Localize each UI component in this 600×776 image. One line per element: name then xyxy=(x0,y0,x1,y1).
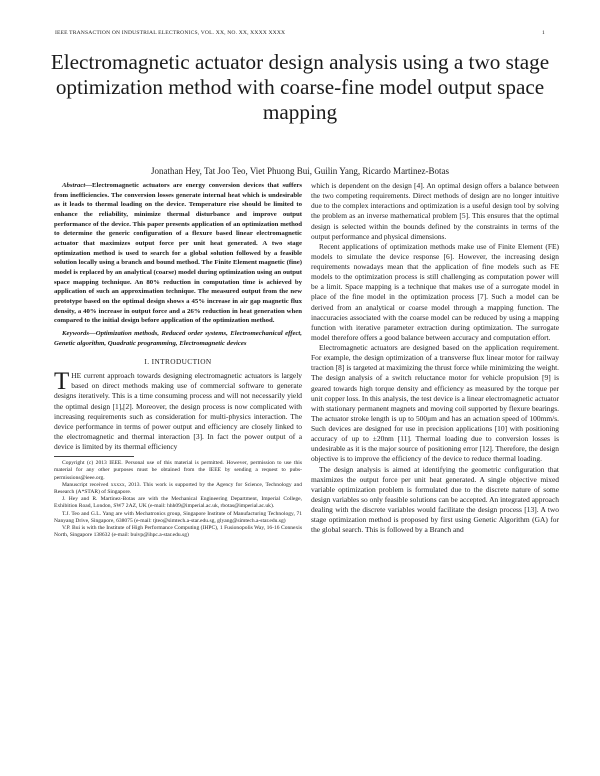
drop-cap: T xyxy=(54,368,70,396)
paper-title: Electromagnetic actuator design analysis using a two stage optimization method with coarse-fine model output space mapping xyxy=(50,50,550,124)
paragraph-design-analysis: The design analysis is aimed at identifying the geometric configuration that maximizes the output force per unit heat generated. A single objective mixed variable optimization problem is formulated due to the discrete nature of some design variables so only feasible solutions can be accepted. An integrated approach dealing with the discrete variables would facilitate the design process [13]. A two stage optimization method is proposed by first using Genetic Algorithm (GA) for the global search. This is followed by a Branch and xyxy=(311,464,559,535)
abstract xyxy=(54,181,302,326)
footnote-rule xyxy=(54,456,134,457)
footnote-affiliation-hey-botas: J. Hey and R. Martinez-Botas are with the Mechanical Engineering Department, Imperial College, Exhibition Road, London, SW7 2AZ, UK (e-mail: hhh09@imperial.ac.uk, rbotas@imperial.ac.uk). xyxy=(54,496,302,510)
running-header xyxy=(55,28,545,38)
running-title: IEEE TRANSACTION ON INDUSTRIAL ELECTRONICS, VOL. XX, NO. XX, XXXX XXXX xyxy=(55,30,286,36)
page-number: 1 xyxy=(542,30,545,36)
paragraph-space-mapping: Recent applications of optimization methods make use of Finite Element (FE) models to simulate the device response [6]. However, the increasing design requirements nowadays mean that the application of fine models such as FE models to the optimization process is still challenging as computation power will be a limit. Space mapping is a technique that makes use of a surrogate model in place of the fine model in the optimization process [7]. Such a model can be derived from an analytical or coarse model through a mapping function. The inaccuracies associated with the coarse model can be reduced by using a mapping function with iterative parameter extraction during optimization. The surrogate model therefore offers a good balance between accuracy and computation effort. xyxy=(311,241,559,342)
paragraph-actuator-requirements: Electromagnetic actuators are designed based on the application requirement. For example, the design optimization of a transverse flux linear motor for railway traction [8] is targeted at maximizing the thrust force while minimizing the weight. The design analysis of a switch reluctance motor for vehicle propulsion [9] is geared towards high torque density and efficiency as measured by the torque per unit copper loss. In this analysis, the test device is a linear electromagnetic actuator with stationary permanent magnets and moving coil supported by flexure bearings. The actuator stroke length is up to 500μm and has an actuation speed of 100mm/s. Such devices are designed for use in precision applications [10] with positioning accuracy of up to ±20nm [11]. Thermal loading due to conversion losses is undesirable as it is the major source of positioning error [12]. Therefore, the design objective is to improve the efficiency of the device to reduce thermal loading. xyxy=(311,343,559,464)
keywords-label: Keywords xyxy=(62,329,89,337)
paragraph-optimal-design: which is dependent on the design [4]. An optimal design offers a balance between the two competing requirements. Direct methods of design are no longer intuitive due to the complex interactions and optimization is a useful design tool by solving the problem as an inverse mathematical problem [5]. This ensures that the optimal design is selected within the bounds defined by the constraints in terms of the output performance and physical dimensions. xyxy=(311,181,559,241)
author-list: Jonathan Hey, Tat Joo Teo, Viet Phuong Bui, Guilin Yang, Ricardo Martinez-Botas xyxy=(150,166,450,176)
index-terms xyxy=(54,329,302,348)
abstract-text: —Electromagnetic actuators are energy conversion devices that suffers from inefficiencies. The conversion losses generate internal heat which is undesirable as it leads to thermal loading on the device. Temperature rise should be limited to enhance the reliability, minimize thermal disturbance and improve output performance of the device. This paper presents application of an optimization method to determine the generic configuration of a flexure based linear electromagnetic actuator that maximizes output force per unit heat generated. A two stage optimization method is used to search for a global solution followed by a feasible solution locally using a branch and bound method. The Finite Element magnetic (fine) model is replaced by an analytical (coarse) model during optimization using an output space mapping technique. An 80% reduction in computation time is achieved by application of such an approximation technique. The measured output from the new prototype based on the optimal design shows a 45% increase in air gap magnetic flux density, a 40% increase in output force and a 26% reduction in heat generation when compared to the initial design before application of the optimization method. xyxy=(54,182,302,325)
footnote-manuscript: Manuscript received xxxxx, 2013. This work is supported by the Agency for Science, Technology and Research (A*STAR) of Singapore. xyxy=(54,481,302,495)
footnote-affiliation-bui: V.P. Bui is with the Institute of High Performance Computing (IHPC), 1 Fusionopolis Way, 16-16 Connexis North, Singapore 138632 (e-mail: buivp@ihpc.a-star.edu.sg) xyxy=(54,524,302,539)
intro-paragraph xyxy=(54,368,302,452)
footnote-affiliation-teo-yang: T.J. Teo and G.L. Yang are with Mechatronics group, Singapore Institute of Manufacturing Technology, 71 Nanyang Drive, Singapore, 638075 (e-mail: tjteo@simtech.a-star.edu.sg, glyang@simtech.a-star.edu.sg) xyxy=(54,510,302,524)
intro-text: HE current approach towards designing electromagnetic actuators is largely based on direct methods making use of commercial software to generate designs iteratively. This is a time consuming process and will not necessarily yield the optimal design [1],[2]. Moreover, the design process is now complicated with increasing requirements such as consideration for multi-physics interaction. The device performance in terms of power output and efficiency are closely linked to the electromagnetic and thermal interaction [3]. In fact the power output of a device is limited by its thermal efficiency xyxy=(54,371,302,452)
footnote-copyright: Copyright (c) 2013 IEEE. Personal use of this material is permitted. However, permission to use this material for any other purposes must be obtained from the IEEE by sending a request to pubs-permissions@ieee.org. xyxy=(54,460,302,481)
abstract-label: Abstract xyxy=(62,182,86,189)
left-column xyxy=(54,181,302,539)
keywords-text: —Optimization methods, Reduced order systems, Electromechanical effect, Genetic algorithm, Quadratic programming, Electromagnetic devices xyxy=(54,329,302,347)
section-heading-introduction: I. INTRODUCTION xyxy=(144,357,212,367)
right-column xyxy=(311,181,559,535)
